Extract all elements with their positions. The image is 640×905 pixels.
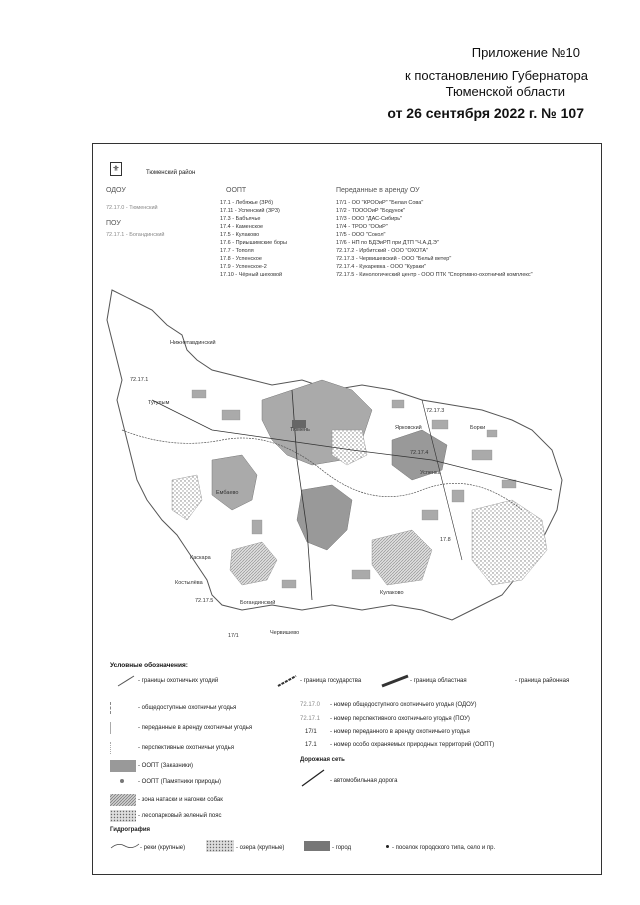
road-swatch bbox=[300, 768, 326, 788]
oopt-item: 17.9 - Успенское-2 bbox=[220, 264, 267, 270]
legend-village: - поселок городского типа, село и пр. bbox=[392, 845, 496, 851]
place-label: Ярковский bbox=[395, 425, 422, 431]
oopt-item: 17.5 - Кулаково bbox=[220, 232, 260, 238]
legend-num-public: - номер общедоступного охотничьего угодья (ОДОУ) bbox=[330, 702, 477, 708]
legend-forest-park: - лесопарковый зеленый пояс bbox=[138, 813, 222, 819]
legend-num-leased: - номер переданного в аренду охотничьего угодья bbox=[330, 729, 470, 735]
place-label: Кулаково bbox=[380, 590, 404, 596]
oopt-item: 17.11 - Успенский (ЗРЗ) bbox=[220, 208, 280, 214]
place-label: Борки bbox=[470, 425, 486, 431]
lease-item: 17/2 - ТООООиР "Бодунок" bbox=[336, 208, 405, 214]
lakes-swatch bbox=[206, 840, 234, 852]
lease-item: 72.17.4 - Кукаревка - ООО "Кураки" bbox=[336, 264, 427, 270]
city-swatch bbox=[304, 841, 330, 851]
place-label: 72.17.4 bbox=[410, 450, 429, 456]
decree-date: от 26 сентября 2022 г. № 107 bbox=[387, 105, 584, 121]
appendix-title: Приложение №10 bbox=[471, 45, 580, 60]
legend-public-lands: - общедоступные охотничьи угодья bbox=[138, 705, 237, 711]
lease-item: 17/5 - ООО "Сокол" bbox=[336, 232, 386, 238]
legend-lakes: - озера (крупные) bbox=[236, 845, 285, 851]
lease-item: 72.17.5 - Кинологический центр - ООО ПТК "Спортивно-охотничий комплекс" bbox=[336, 272, 533, 278]
code-sample: 72.17.0 bbox=[300, 702, 321, 708]
place-label: Успенка bbox=[420, 470, 441, 476]
place-label: Богандинский bbox=[240, 600, 276, 606]
lease-item: 17/3 - ООО "ДАС-Сибирь" bbox=[336, 216, 403, 222]
odou-title: ОДОУ bbox=[106, 187, 126, 194]
hunting-border-swatch bbox=[116, 674, 136, 688]
legend-region-border: - граница областная bbox=[410, 678, 467, 684]
prospective-lands-swatch bbox=[110, 742, 137, 754]
oopt-item: 17.1 - Лебяжье (ЗРб) bbox=[220, 200, 274, 206]
pou-title: ПОУ bbox=[106, 220, 121, 227]
legend-hunting-border: - границы охотничьих угодий bbox=[138, 678, 219, 684]
decree-line: к постановлению Губернатора bbox=[405, 68, 588, 83]
code-sample: 72.17.1 bbox=[300, 716, 321, 722]
legend-title: Условные обозначения: bbox=[110, 662, 188, 669]
river-swatch bbox=[110, 840, 140, 852]
pou-item: 72.17.1 - Богандинский bbox=[106, 232, 165, 238]
region-border-swatch bbox=[380, 674, 410, 688]
coat-of-arms-icon: ⚜ bbox=[110, 162, 122, 176]
leased-lands-swatch bbox=[110, 722, 137, 734]
legend-dog-training: - зона натаски и нагонки собак bbox=[138, 797, 223, 803]
region-line: Тюменской области bbox=[445, 84, 565, 99]
lease-item: 17/6 - НП по БДЭиРП при ДТП "Ч.А.Д.Э" bbox=[336, 240, 439, 246]
oopt-item: 17.10 - Чёрный шеховой bbox=[220, 272, 283, 278]
oopt-item: 17.4 - Каменское bbox=[220, 224, 264, 230]
oopt-item: 17.3 - Бабъячье bbox=[220, 216, 261, 222]
legend-road: - автомобильная дорога bbox=[330, 778, 398, 784]
oopt-title: ООПТ bbox=[226, 187, 247, 194]
code-sample: 17/1 bbox=[305, 729, 317, 735]
oopt-item: 17.8 - Успенское bbox=[220, 256, 262, 262]
legend-city: - город bbox=[332, 845, 352, 851]
lease-item: 17/1 - ОО "КРООиР" "Белая Сова" bbox=[336, 200, 424, 206]
odou-item: 72.17.0 - Тюменский bbox=[106, 205, 158, 211]
village-swatch bbox=[386, 845, 389, 848]
oopt-reserve-swatch bbox=[110, 760, 136, 772]
place-label: Ембаево bbox=[216, 490, 239, 496]
legend-state-border: - граница государства bbox=[300, 678, 362, 684]
place-label: 17/1 bbox=[228, 633, 239, 639]
place-label: Костылёва bbox=[175, 580, 203, 586]
hydro-title: Гидрография bbox=[110, 827, 151, 833]
road-network-title: Дорожная сеть bbox=[300, 757, 345, 763]
place-label: Тюмень bbox=[290, 427, 310, 433]
dog-training-swatch bbox=[110, 794, 136, 806]
place-label: Червишево bbox=[270, 630, 300, 636]
place-label: Нижнетавдинский bbox=[170, 340, 216, 346]
forest-park-swatch bbox=[110, 810, 136, 822]
legend-leased-lands: - переданные в аренду охотничьи угодья bbox=[138, 725, 253, 731]
place-label: 72.17.3 bbox=[426, 408, 445, 414]
place-label: Каскара bbox=[190, 555, 211, 561]
oopt-item: 17.7 - Тополя bbox=[220, 248, 254, 254]
place-label: 72.17.5 bbox=[195, 598, 214, 604]
lease-item: 17/4 - ТРОО "ООиР" bbox=[336, 224, 388, 230]
oopt-item: 17.6 - Приышимские боры bbox=[220, 240, 287, 246]
region-title: Тюменский район bbox=[146, 170, 196, 176]
legend-num-prospective: - номер перспективного охотничьего угодья (ПОУ) bbox=[330, 716, 470, 722]
state-border-swatch bbox=[276, 674, 298, 688]
lease-item: 72.17.3 - Червишевский - ООО "Бельй ветер" bbox=[336, 256, 452, 262]
legend-num-oopt: - номер особо охраняемых природных территорий (ООПТ) bbox=[330, 742, 495, 748]
legend-rivers: - реки (крупные) bbox=[140, 845, 186, 851]
legend-oopt-monument: - ООПТ (Памятники природы) bbox=[138, 779, 222, 785]
legend-oopt-reserve: - ООПТ (Заказники) bbox=[138, 763, 194, 769]
legend-prospective-lands: - перспективные охотничьи угодья bbox=[138, 745, 235, 751]
district-map bbox=[92, 280, 602, 660]
code-sample: 17.1 bbox=[305, 742, 317, 748]
public-lands-swatch bbox=[110, 702, 137, 714]
place-label: 72.17.1 bbox=[130, 377, 149, 383]
legend-district-border: - граница районная bbox=[515, 678, 570, 684]
lease-title: Переданные в аренду ОУ bbox=[336, 187, 420, 194]
lease-item: 72.17.2 - Ирбитский - ООО "ОХОТА" bbox=[336, 248, 429, 254]
place-label: Тугулым bbox=[148, 400, 170, 406]
place-label: 17.8 bbox=[440, 537, 451, 543]
oopt-monument-swatch bbox=[120, 779, 124, 783]
